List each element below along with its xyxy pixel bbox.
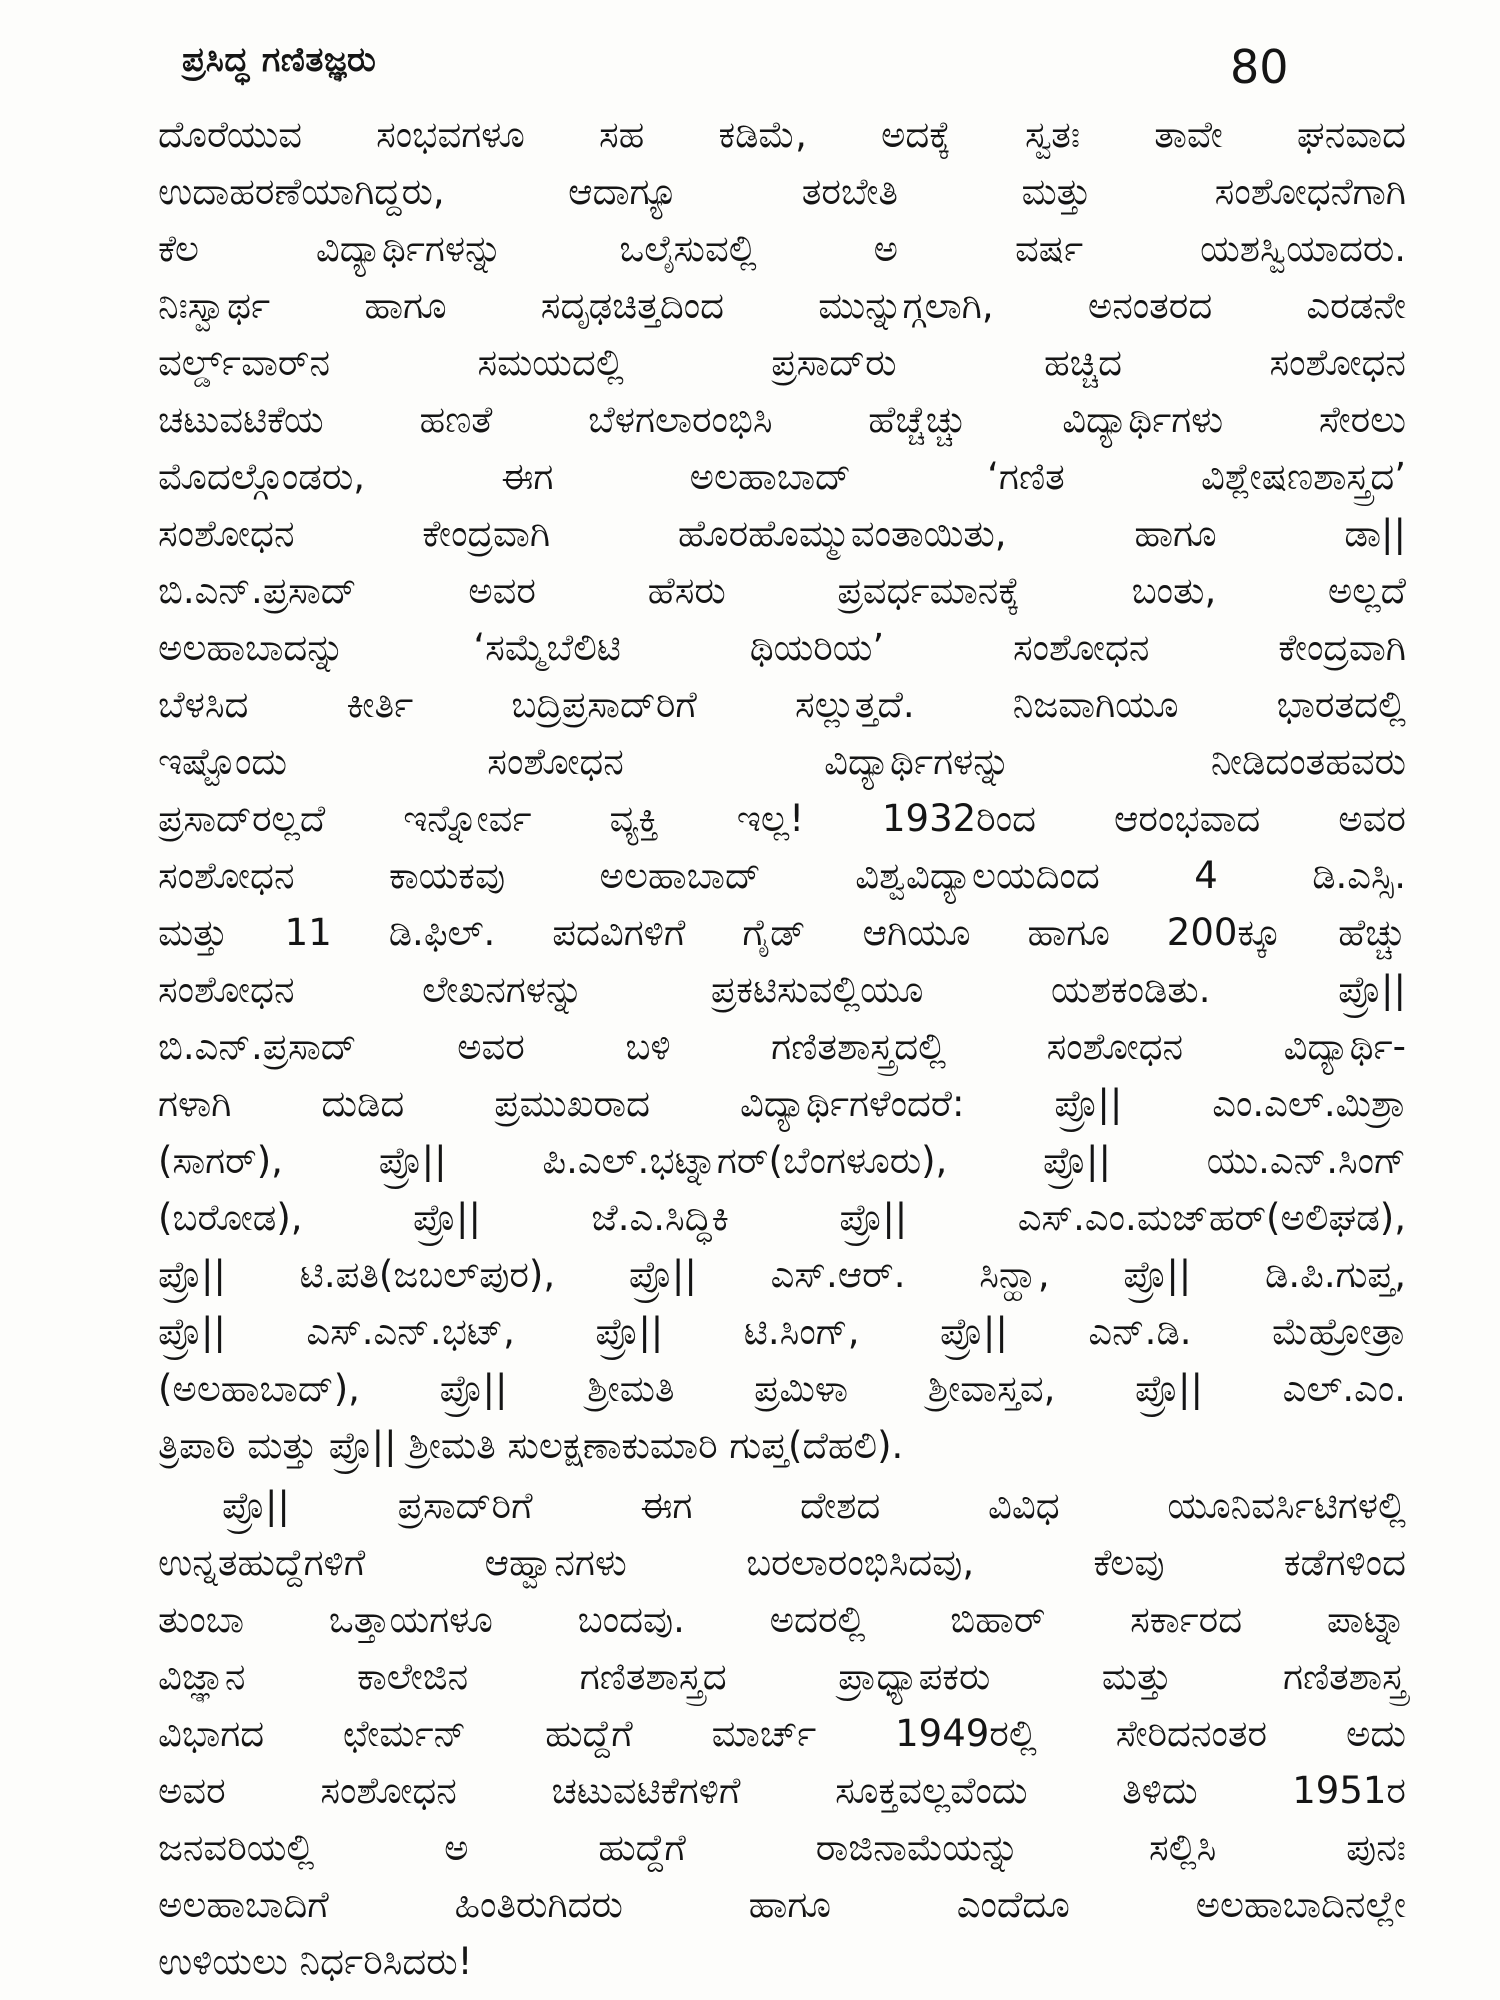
text-line: ದೊರೆಯುವ ಸಂಭವಗಳೂ ಸಹ ಕಡಿಮೆ, ಅದಕ್ಕೆ ಸ್ವತಃ ತಾವೇ ಘನವಾದ — [158, 113, 1406, 156]
text-line: ವಿಜ್ಞಾನ ಕಾಲೇಜಿನ ಗಣಿತಶಾಸ್ತ್ರದ ಪ್ರಾಧ್ಯಾಪಕರು ಮತ್ತು ಗಣಿತಶಾಸ್ತ್ರ — [158, 1655, 1406, 1698]
text-line: ತ್ರಿಪಾಠಿ ಮತ್ತು ಪ್ರೊ|| ಶ್ರೀಮತಿ ಸುಲಕ್ಷಣಾಕುಮಾರಿ ಗುಪ್ತ(ದೆಹಲಿ). — [158, 1424, 904, 1467]
text-line: ಪ್ರೊ|| ಟಿ.ಪತಿ(ಜಬಲ್‌ಪುರ), ಪ್ರೊ|| ಎಸ್.ಆರ್. ಸಿನ್ಹಾ, ಪ್ರೊ|| ಡಿ.ಪಿ.ಗುಪ್ತ, — [158, 1253, 1406, 1296]
page-number: 80 — [1230, 40, 1289, 94]
text-line: ಪ್ರೊ|| ಎಸ್.ಎನ್.ಭಟ್, ಪ್ರೊ|| ಟಿ.ಸಿಂಗ್, ಪ್ರೊ|| ಎನ್.ಡಿ. ಮೆಹ್ರೋತ್ರಾ — [158, 1310, 1406, 1353]
text-line: ಸಂಶೋಧನ ಲೇಖನಗಳನ್ನು ಪ್ರಕಟಿಸುವಲ್ಲಿಯೂ ಯಶಕಂಡಿತು. ಪ್ರೊ|| — [158, 968, 1406, 1011]
text-line: ಮೊದಲ್ಗೊಂಡರು, ಈಗ ಅಲಹಾಬಾದ್ ‘ಗಣಿತ ವಿಶ್ಲೇಷಣಶಾಸ್ತ್ರದ’ — [158, 455, 1406, 498]
text-line: ವಿಭಾಗದ ಛೇರ್ಮನ್ ಹುದ್ದೆಗೆ ಮಾರ್ಚ್ 1949ರಲ್ಲಿ ಸೇರಿದನಂತರ ಅದು — [158, 1712, 1406, 1755]
text-line: ಇಷ್ಟೊಂದು ಸಂಶೋಧನ ವಿದ್ಯಾರ್ಥಿಗಳನ್ನು ನೀಡಿದಂತಹವರು — [158, 740, 1406, 783]
text-line: ಉದಾಹರಣೆಯಾಗಿದ್ದರು, ಆದಾಗ್ಯೂ ತರಬೇತಿ ಮತ್ತು ಸಂಶೋಧನೆಗಾಗಿ — [158, 170, 1406, 213]
page-title: ಪ್ರಸಿದ್ಧ ಗಣಿತಜ್ಞರು — [182, 40, 377, 80]
text-line: ತುಂಬಾ ಒತ್ತಾಯಗಳೂ ಬಂದವು. ಅದರಲ್ಲಿ ಬಿಹಾರ್ ಸರ್ಕಾರದ ಪಾಟ್ನಾ — [158, 1598, 1406, 1641]
text-line: (ಅಲಹಾಬಾದ್), ಪ್ರೊ|| ಶ್ರೀಮತಿ ಪ್ರಮಿಳಾ ಶ್ರೀವಾಸ್ತವ, ಪ್ರೊ|| ಎಲ್.ಎಂ. — [158, 1367, 1406, 1410]
text-line: ನಿಃಸ್ವಾರ್ಥ ಹಾಗೂ ಸದೃಢಚಿತ್ತದಿಂದ ಮುನ್ನುಗ್ಗಲಾಗಿ, ಅನಂತರದ ಎರಡನೇ — [158, 284, 1406, 327]
text-line: ಅವರ ಸಂಶೋಧನ ಚಟುವಟಿಕೆಗಳಿಗೆ ಸೂಕ್ತವಲ್ಲವೆಂದು ತಿಳಿದು 1951ರ — [158, 1769, 1406, 1812]
text-line: ಅಲಹಾಬಾದನ್ನು ‘ಸಮ್ಮೆಬೆಲಿಟಿ ಥಿಯರಿಯ’ ಸಂಶೋಧನ ಕೇಂದ್ರವಾಗಿ — [158, 626, 1406, 669]
text-line: ಅಲಹಾಬಾದಿಗೆ ಹಿಂತಿರುಗಿದರು ಹಾಗೂ ಎಂದೆದೂ ಅಲಹಾಬಾದಿನಲ್ಲೇ — [158, 1883, 1406, 1926]
text-line: ಗಳಾಗಿ ದುಡಿದ ಪ್ರಮುಖರಾದ ವಿದ್ಯಾರ್ಥಿಗಳೆಂದರೆ: ಪ್ರೊ|| ಎಂ.ಎಲ್.ಮಿಶ್ರಾ — [158, 1082, 1406, 1125]
page-body-text — [158, 106, 1406, 1990]
text-line: ಮತ್ತು 11 ಡಿ.ಫಿಲ್. ಪದವಿಗಳಿಗೆ ಗೈಡ್ ಆಗಿಯೂ ಹಾಗೂ 200ಕ್ಕೂ ಹೆಚ್ಚು — [158, 911, 1406, 954]
text-line: ಸಂಶೋಧನ ಕಾಯಕವು ಅಲಹಾಬಾದ್ ವಿಶ್ವವಿದ್ಯಾಲಯದಿಂದ 4 ಡಿ.ಎಸ್ಸಿ. — [158, 854, 1406, 897]
text-line: ಬಿ.ಎನ್.ಪ್ರಸಾದ್ ಅವರ ಹೆಸರು ಪ್ರವರ್ಧಮಾನಕ್ಕೆ ಬಂತು, ಅಲ್ಲದೆ — [158, 569, 1406, 612]
text-line: ಬೆಳಸಿದ ಕೀರ್ತಿ ಬದ್ರಿಪ್ರಸಾದ್‌ರಿಗೆ ಸಲ್ಲುತ್ತದೆ. ನಿಜವಾಗಿಯೂ ಭಾರತದಲ್ಲಿ — [158, 683, 1406, 726]
text-line: ಜನವರಿಯಲ್ಲಿ ಅ ಹುದ್ದೆಗೆ ರಾಜಿನಾಮೆಯನ್ನು ಸಲ್ಲಿಸಿ ಪುನಃ — [158, 1826, 1406, 1869]
paragraph — [158, 106, 1406, 1474]
text-line: ಪ್ರೊ|| ಪ್ರಸಾದ್‌ರಿಗೆ ಈಗ ದೇಶದ ವಿವಿಧ ಯೂನಿವರ್ಸಿಟಿಗಳಲ್ಲಿ — [222, 1484, 1406, 1527]
text-line: ಉನ್ನತಹುದ್ದೆಗಳಿಗೆ ಆಹ್ವಾನಗಳು ಬರಲಾರಂಭಿಸಿದವು, ಕೆಲವು ಕಡೆಗಳಿಂದ — [158, 1541, 1406, 1584]
text-line: ಬಿ.ಎನ್.ಪ್ರಸಾದ್ ಅವರ ಬಳಿ ಗಣಿತಶಾಸ್ತ್ರದಲ್ಲಿ ಸಂಶೋಧನ ವಿದ್ಯಾರ್ಥಿ- — [158, 1025, 1406, 1068]
text-line: ಪ್ರಸಾದ್‌ರಲ್ಲದೆ ಇನ್ನೋರ್ವ ವ್ಯಕ್ತಿ ಇಲ್ಲ! 1932ರಿಂದ ಆರಂಭವಾದ ಅವರ — [158, 797, 1406, 840]
text-line: ವರ್ಲ್ಡ್‌ವಾರ್‌ನ ಸಮಯದಲ್ಲಿ ಪ್ರಸಾದ್‌ರು ಹಚ್ಚಿದ ಸಂಶೋಧನ — [158, 341, 1406, 384]
text-line: ಚಟುವಟಿಕೆಯ ಹಣತೆ ಬೆಳಗಲಾರಂಭಿಸಿ ಹೆಚ್ಚೆಚ್ಚು ವಿದ್ಯಾರ್ಥಿಗಳು ಸೇರಲು — [158, 398, 1406, 441]
text-line: ಉಳಿಯಲು ನಿರ್ಧರಿಸಿದರು! — [158, 1940, 473, 1983]
text-line: (ಸಾಗರ್), ಪ್ರೊ|| ಪಿ.ಎಲ್.ಭಟ್ನಾಗರ್(ಬೆಂಗಳೂರು), ಪ್ರೊ|| ಯು.ಎನ್.ಸಿಂಗ್ — [158, 1139, 1406, 1182]
text-line: ಸಂಶೋಧನ ಕೇಂದ್ರವಾಗಿ ಹೊರಹೊಮ್ಮುವಂತಾಯಿತು, ಹಾಗೂ ಡಾ|| — [158, 512, 1406, 555]
text-line: (ಬರೋಡ), ಪ್ರೊ|| ಜೆ.ಎ.ಸಿದ್ಧಿಕಿ ಪ್ರೊ|| ಎಸ್.ಎಂ.ಮಜ್‌ಹರ್(ಅಲಿಘಡ), — [158, 1196, 1406, 1239]
paragraph — [158, 1477, 1406, 1990]
text-line: ಕೆಲ ವಿದ್ಯಾರ್ಥಿಗಳನ್ನು ಒಲೈಸುವಲ್ಲಿ ಅ ವರ್ಷ ಯಶಸ್ವಿಯಾದರು. — [158, 227, 1406, 270]
